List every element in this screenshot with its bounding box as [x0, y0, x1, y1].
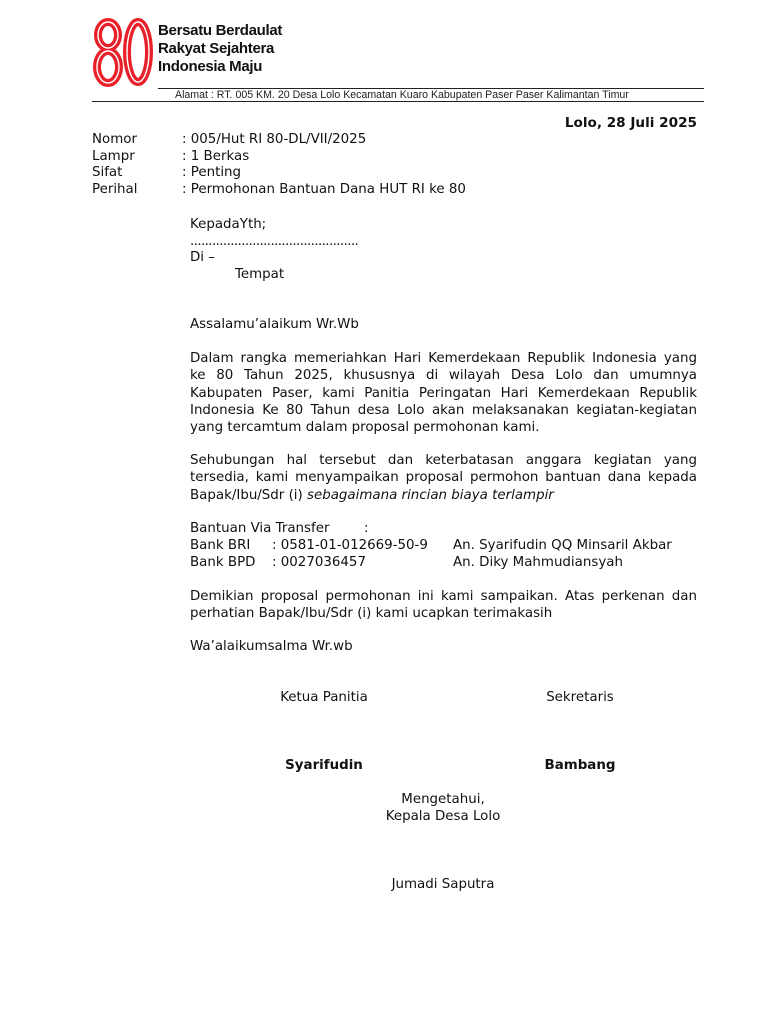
transfer-heading: Bantuan Via Transfer: [190, 521, 330, 536]
tagline-line-3: Indonesia Maju: [158, 58, 263, 75]
acknowledge-title: Kepala Desa Lolo: [385, 809, 501, 824]
recipient-dots: ..............................................: [190, 234, 359, 249]
signature-left-name: Syarifudin: [285, 758, 363, 773]
signature-right-name: Bambang: [544, 758, 616, 773]
recipient-place: Tempat: [235, 267, 285, 282]
paragraph-2-italic: sebagaimana rincian biaya terlampir: [307, 487, 554, 503]
meta-label-perihal: Perihal: [92, 182, 138, 197]
bank-account-number: : 0027036457: [272, 555, 366, 570]
closing-greeting: Wa’alaikumsalma Wr.wb: [190, 639, 353, 654]
meta-value-lampr: : 1 Berkas: [182, 149, 250, 164]
greeting: Assalamu’alaikum Wr.Wb: [190, 317, 359, 332]
meta-label-nomor: Nomor: [92, 132, 137, 147]
body-paragraph-3: Demikian proposal permohonan ini kami sampaikan. Atas perkenan dan perhatian Bapak/Ibu/Sdr (i) kami ucapkan terimakasih: [190, 589, 697, 622]
meta-label-lampr: Lampr: [92, 149, 135, 164]
meta-value-perihal: : Permohonan Bantuan Dana HUT RI ke 80: [182, 182, 466, 197]
signature-left-title: Ketua Panitia: [280, 690, 368, 705]
letterhead-rule-bottom: [92, 101, 704, 102]
bank-account-holder: An. Diky Mahmudiansyah: [453, 555, 623, 570]
letterhead-address: Alamat : RT. 005 KM. 20 Desa Lolo Kecamatan Kuaro Kabupaten Paser Paser Kalimantan Timur: [175, 89, 629, 101]
transfer-heading-colon: :: [364, 521, 369, 536]
bank-account-number: : 0581-01-012669-50-9: [272, 538, 428, 553]
meta-label-sifat: Sifat: [92, 165, 123, 180]
bank-name: Bank BPD: [190, 555, 256, 570]
bank-account-holder: An. Syarifudin QQ Minsaril Akbar: [453, 538, 672, 553]
recipient-di: Di –: [190, 250, 215, 265]
letter-date: Lolo, 28 Juli 2025: [564, 115, 697, 131]
bank-name: Bank BRI: [190, 538, 251, 553]
body-paragraph-2: [190, 452, 697, 504]
recipient-salutation: KepadaYth;: [190, 217, 267, 232]
acknowledge-label: Mengetahui,: [401, 792, 485, 807]
paragraph-2-text: Sehubungan hal tersebut dan keterbatasan anggara kegiatan yang tersedia, kami menyampaikan proposal permohon bantuan dana kepada Bapak/Ibu/Sdr (i): [190, 453, 697, 503]
hut-ri-80-logo: [92, 16, 154, 88]
letterhead-tagline: [158, 22, 282, 76]
signature-right-title: Sekretaris: [546, 690, 614, 705]
meta-value-sifat: : Penting: [182, 165, 242, 180]
acknowledge-name: Jumadi Saputra: [391, 877, 495, 892]
meta-value-nomor: : 005/Hut RI 80-DL/VII/2025: [182, 132, 367, 147]
tagline-line-1: Bersatu Berdaulat: [158, 22, 283, 39]
tagline-line-2: Rakyat Sejahtera: [158, 40, 275, 57]
body-paragraph-1: Dalam rangka memeriahkan Hari Kemerdekaan Republik Indonesia yang ke 80 Tahun 2025, khususnya di wilayah Desa Lolo dan umumnya Kabupaten Paser, kami Panitia Peringatan Hari Kemerdekaan Republik Indonesia Ke 80 Tahun desa Lolo akan melaksanakan kegiatan-kegiatan yang tercamtum dalam proposal permohonan kami.: [190, 351, 697, 436]
